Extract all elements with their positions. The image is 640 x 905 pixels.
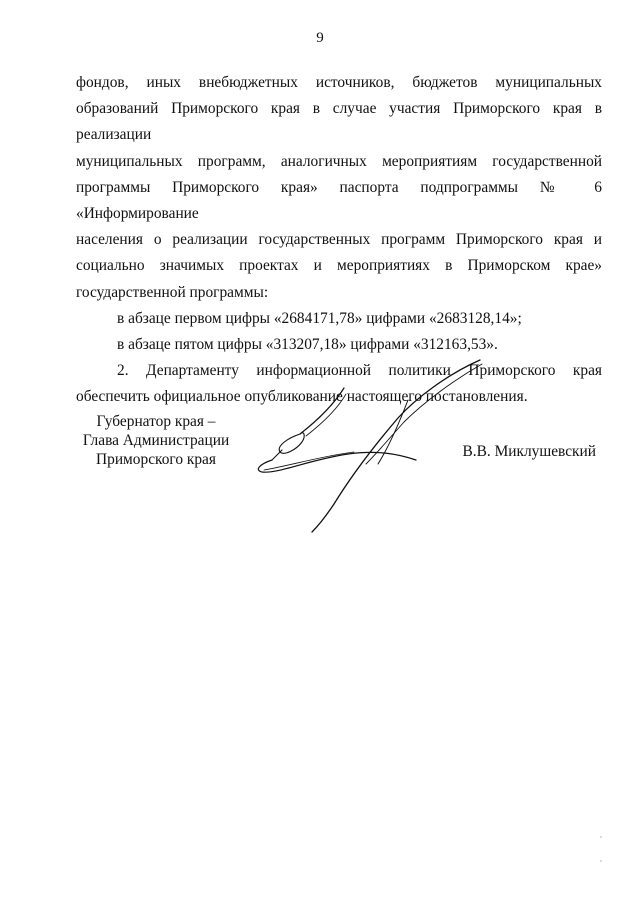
body-line: социально значимых проектах и мероприятиях в Приморском крае» bbox=[76, 257, 602, 275]
signatory-title-line: Приморского края bbox=[96, 451, 216, 468]
paragraph-2-line-2: обеспечить официальное опубликование настоящего постановления. bbox=[76, 388, 528, 406]
body-line: населения о реализации государственных программ Приморского края и bbox=[76, 231, 602, 249]
amendment-item-fifth: в абзаце пятом цифры «313207,18» цифрами «312163,53». bbox=[117, 336, 498, 354]
body-line: образований Приморского края в случае участия Приморского края в реализации bbox=[76, 100, 602, 144]
scan-speck bbox=[600, 836, 602, 838]
body-line: фондов, иных внебюджетных источников, бюджетов муниципальных bbox=[76, 74, 602, 91]
handwritten-signature bbox=[248, 356, 498, 536]
signatory-title-line: Губернатор края – bbox=[96, 413, 216, 430]
paragraph-2-line-1: 2. Департаменту информационной политики Приморского края bbox=[117, 362, 602, 380]
signatory-title bbox=[76, 412, 236, 469]
body-line: муниципальных программ, аналогичных мероприятиям государственной bbox=[76, 152, 602, 170]
body-line: программы Приморского края» паспорта подпрограммы № 6 «Информирование bbox=[76, 178, 602, 223]
amendment-item-first: в абзаце первом цифры «2684171,78» цифрами «2683128,14»; bbox=[117, 309, 522, 327]
signatory-title-line: Глава Администрации bbox=[82, 432, 230, 449]
signatory-name: В.В. Миклушевский bbox=[462, 443, 596, 460]
page-number: 9 bbox=[316, 30, 324, 46]
body-line: государственной программы: bbox=[76, 283, 269, 301]
scan-speck bbox=[600, 860, 602, 862]
